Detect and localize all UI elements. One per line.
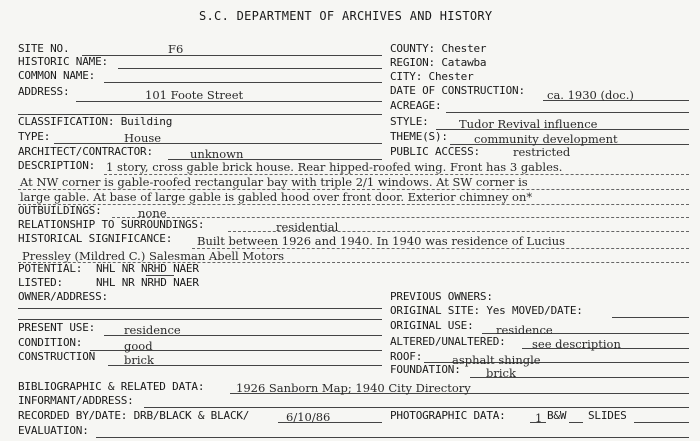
site-no-line	[82, 55, 382, 56]
photo-count-value: 1	[535, 411, 543, 425]
architect-label: ARCHITECT/CONTRACTOR:	[18, 145, 153, 158]
public-access-label: PUBLIC ACCESS:	[390, 145, 480, 158]
original-use-value: residence	[496, 323, 553, 337]
type-label: TYPE:	[18, 130, 51, 143]
description-line-1: 1 story, cross gable brick house. Rear hipped-roofed wing. Front has 3 gables.	[106, 160, 563, 174]
city-text: CITY: Chester	[390, 70, 474, 83]
description-label: DESCRIPTION:	[18, 159, 96, 172]
classification-text: CLASSIFICATION: Building	[18, 115, 173, 128]
owner-line-1	[18, 308, 382, 309]
date-value: ca. 1930 (doc.)	[547, 88, 634, 102]
construction-label: CONSTRUCTION	[18, 350, 96, 363]
relationship-label: RELATIONSHIP TO SURROUNDINGS:	[18, 218, 205, 231]
potential-label: POTENTIAL:	[18, 262, 83, 275]
style-value: Tudor Revival influence	[459, 117, 598, 131]
evaluation-line	[96, 437, 689, 438]
address-value: 101 Foote Street	[145, 88, 244, 102]
foundation-label: FOUNDATION:	[390, 363, 461, 376]
outbuildings-value: none	[138, 206, 167, 220]
theme-value: community development	[474, 132, 618, 146]
significance-line-1: Built between 1926 and 1940. In 1940 was residence of Lucius	[197, 234, 566, 248]
listed-options: NHL NR NRHD NAER	[96, 276, 199, 289]
type-value: House	[124, 131, 162, 145]
recorded-label: RECORDED BY/DATE: DRB/BLACK & BLACK/	[18, 409, 250, 422]
theme-label: THEME(S):	[390, 130, 448, 143]
condition-label: CONDITION:	[18, 336, 83, 349]
historic-name-label: HISTORIC NAME:	[18, 55, 108, 68]
owner-label: OWNER/ADDRESS:	[18, 290, 108, 303]
common-name-label: COMMON NAME:	[18, 69, 96, 82]
recorded-date-value: 6/10/86	[286, 410, 331, 424]
informant-line	[144, 407, 689, 408]
present-use-label: PRESENT USE:	[18, 321, 96, 334]
present-use-value: residence	[124, 323, 181, 337]
roof-label: ROOF:	[390, 350, 423, 363]
significance-label: HISTORICAL SIGNIFICANCE:	[18, 232, 173, 245]
date-label: DATE OF CONSTRUCTION:	[390, 84, 525, 97]
type-line	[54, 143, 382, 144]
style-label: STYLE:	[390, 115, 429, 128]
acreage-line	[446, 112, 689, 113]
photo-bw-line	[569, 422, 583, 423]
listed-label: LISTED:	[18, 276, 63, 289]
photo-slides-label: SLIDES	[588, 409, 627, 422]
relationship-value: residential	[276, 220, 339, 234]
description-line-3: large gable. At base of large gable is gabled hood over front door. Exterior chimney on*	[20, 190, 533, 204]
site-no-value: F6	[168, 42, 184, 56]
architect-value: unknown	[190, 147, 244, 161]
historic-name-line	[118, 68, 382, 69]
informant-label: INFORMANT/ADDRESS:	[18, 394, 134, 407]
address-label: ADDRESS:	[18, 85, 70, 98]
region-text: REGION: Catawba	[390, 56, 487, 69]
potential-options: NHL NR NRHD NAER	[96, 262, 199, 275]
foundation-value: brick	[486, 366, 516, 380]
significance-line-2: Pressley (Mildred C.) Salesman Abell Motors	[22, 249, 285, 263]
outbuildings-label: OUTBUILDINGS:	[18, 204, 102, 217]
photo-bw-label: B&W	[547, 409, 567, 422]
altered-label: ALTERED/UNALTERED:	[390, 335, 506, 348]
photo-slides-line	[634, 422, 689, 423]
condition-value: good	[124, 339, 153, 353]
previous-owners-label: PREVIOUS OWNERS:	[390, 290, 493, 303]
owner-line-2	[18, 319, 382, 320]
site-no-label: SITE NO.	[18, 42, 70, 55]
biblio-value: 1926 Sanborn Map; 1940 City Directory	[236, 381, 471, 395]
form-header: S.C. DEPARTMENT OF ARCHIVES AND HISTORY	[199, 9, 493, 23]
roof-value: asphalt shingle	[452, 353, 541, 367]
common-name-line	[104, 82, 382, 83]
description-line-2: At NW corner is gable-roofed rectangular bay with triple 2/1 windows. At SW corner is	[20, 175, 528, 189]
original-use-label: ORIGINAL USE:	[390, 319, 474, 332]
moved-date-line	[612, 317, 689, 318]
altered-value: see description	[532, 337, 621, 351]
acreage-label: ACREAGE:	[390, 99, 442, 112]
description-rule-3	[18, 204, 689, 205]
evaluation-label: EVALUATION:	[18, 424, 89, 437]
construction-value: brick	[124, 353, 154, 367]
photo-label: PHOTOGRAPHIC DATA:	[390, 409, 506, 422]
public-access-value: restricted	[513, 145, 571, 159]
county-text: COUNTY: Chester	[390, 42, 487, 55]
original-site-text: ORIGINAL SITE: Yes MOVED/DATE:	[390, 304, 583, 317]
biblio-label: BIBLIOGRAPHIC & RELATED DATA:	[18, 380, 205, 393]
